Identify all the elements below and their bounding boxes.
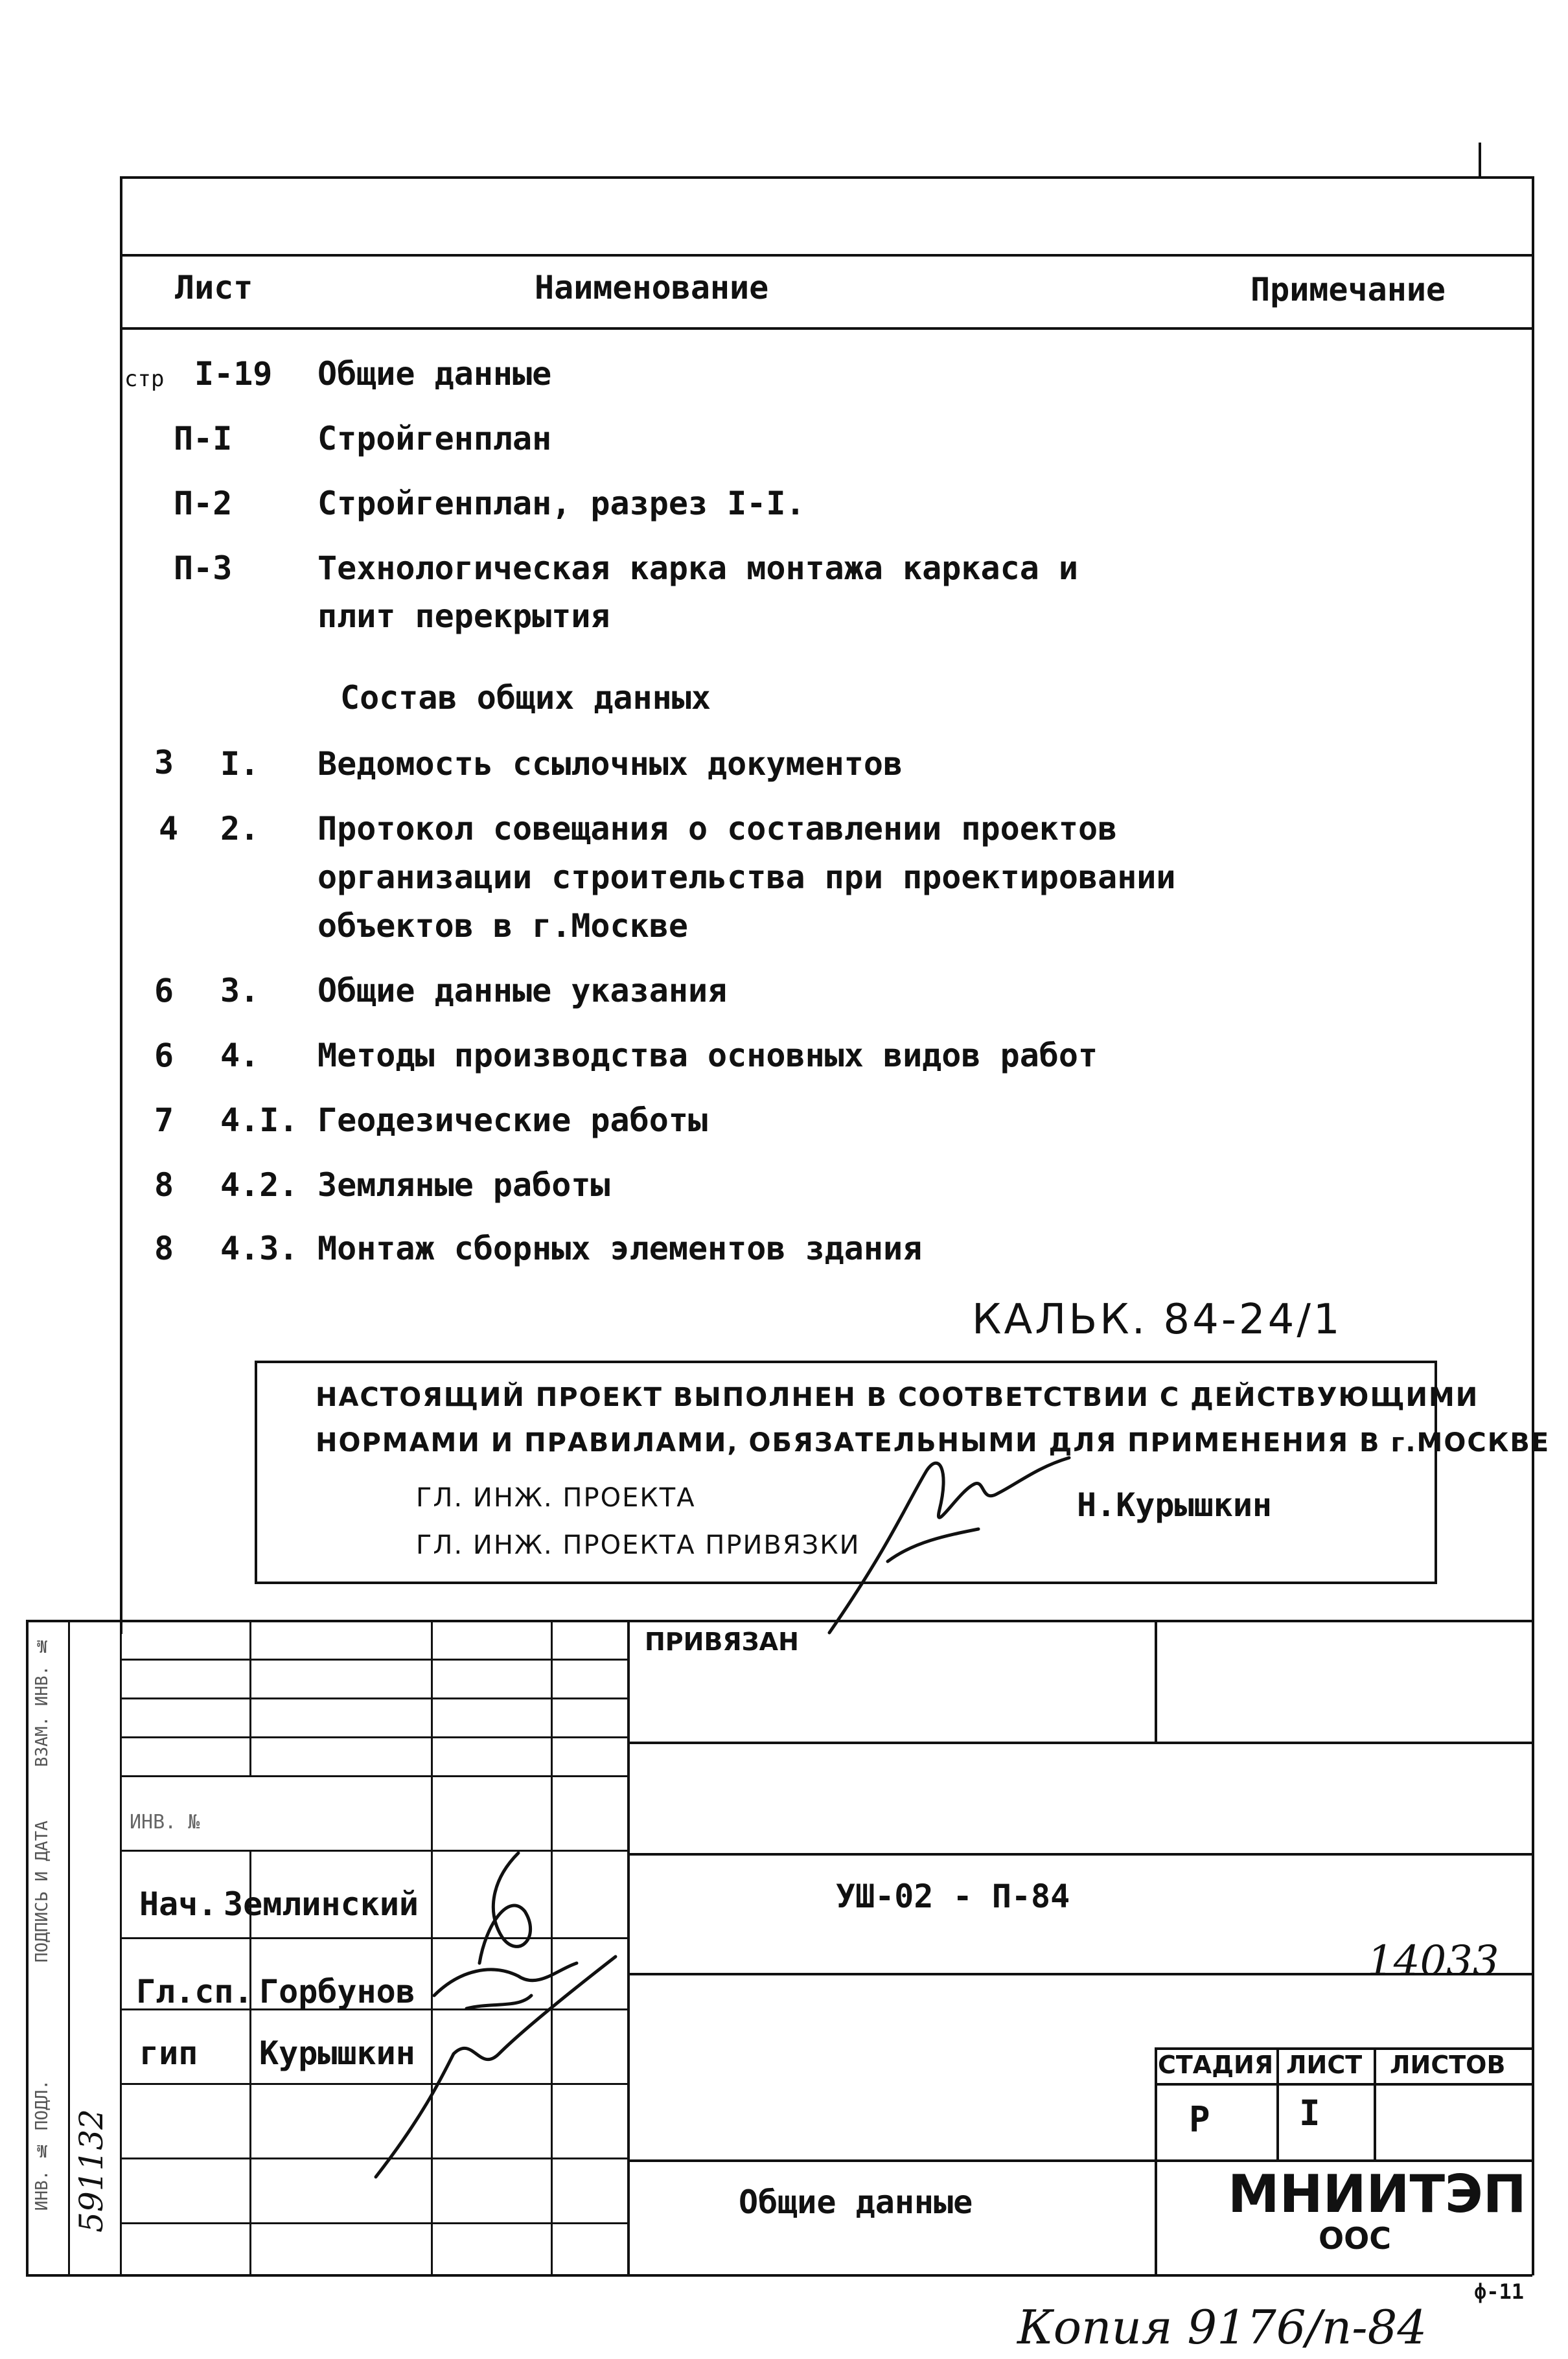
item-number: 4.I. <box>220 1101 299 1139</box>
tb-vline <box>1155 1620 1157 1743</box>
sheet-number: П-I <box>174 420 233 457</box>
form-code: ф-11 <box>1474 2279 1525 2304</box>
sheet-title: Стройгенплан, разрез I-I. <box>317 485 805 522</box>
item-text: Методы производства основных видов работ <box>317 1037 1098 1074</box>
handwritten-number: 14033 <box>1367 1937 1499 1985</box>
stage-value: Р <box>1189 2099 1210 2140</box>
item-text: Земляные работы <box>317 1166 610 1204</box>
stamp-signature <box>810 1432 1082 1646</box>
stage-label: СТАДИЯ <box>1158 2051 1274 2079</box>
staff-role: Гл.сп. <box>136 1973 253 2010</box>
item-text: Ведомость ссылочных документов <box>317 745 903 783</box>
page-prefix: стр <box>124 366 165 392</box>
item-page: 6 <box>154 972 174 1009</box>
item-text-cont: объектов в г.Москве <box>317 907 688 945</box>
inv-number-label: ИНВ. № <box>130 1811 200 1834</box>
organization-subtitle: ООС <box>1319 2221 1391 2256</box>
tb-vline <box>26 1620 29 2275</box>
sheet-label: ЛИСТ <box>1286 2051 1363 2079</box>
organization-name: МНИИТЭП <box>1228 2164 1527 2224</box>
tb-line <box>1155 2083 1532 2086</box>
tb-vline <box>1374 2047 1376 2161</box>
sheet-number: I-19 <box>194 355 273 393</box>
tb-bottom-line <box>26 2274 1532 2277</box>
bottom-copy-note: Копия 9176/п-84 <box>1017 2300 1427 2354</box>
staff-name: Курышкин <box>259 2034 415 2072</box>
sheet-title-cont: плит перекрытия <box>317 597 610 635</box>
staff-signatures <box>363 1840 635 2203</box>
item-number: 4. <box>220 1037 260 1074</box>
tb-line <box>627 2159 1532 2162</box>
item-page: 8 <box>154 1166 174 1204</box>
frame-right-border <box>1532 176 1534 2275</box>
item-text: Протокол совещания о составлении проектов <box>317 810 1118 847</box>
sheet-title: Технологическая карка монтажа каркаса и <box>317 549 1078 587</box>
stamp-line-2: НОРМАМИ И ПРАВИЛАМИ, ОБЯЗАТЕЛЬНЫМИ ДЛЯ ПРИМЕНЕНИЯ В г.МОСКВЕ <box>316 1428 1551 1458</box>
header-bottom-line <box>120 327 1532 330</box>
staff-name: Землинский <box>224 1885 419 1923</box>
staff-role: Нач. <box>139 1885 218 1923</box>
item-text: Геодезические работы <box>317 1101 708 1139</box>
tb-line <box>627 1853 1532 1856</box>
sheet-title: Стройгенплан <box>317 420 552 457</box>
sheet-value: I <box>1299 2093 1320 2134</box>
sheet-title: Общие данные <box>317 355 552 393</box>
column-header-name: Наименование <box>535 269 769 306</box>
stamp-line-1: НАСТОЯЩИЙ ПРОЕКТ ВЫПОЛНЕН В СООТВЕТСТВИИ С ДЕЙСТВУЮЩИМИ <box>316 1383 1479 1412</box>
item-page: 8 <box>154 1230 174 1267</box>
stamp-line-4: ГЛ. ИНЖ. ПРОЕКТА ПРИВЯЗКИ <box>416 1530 860 1560</box>
kalk-note: КАЛЬК. 84-24/1 <box>972 1296 1343 1344</box>
item-page: 7 <box>154 1101 174 1139</box>
header-top-line <box>120 254 1532 257</box>
column-header-sheet: Лист <box>175 269 253 306</box>
item-page: 3 <box>154 744 174 781</box>
sheets-count-label: ЛИСТОВ <box>1390 2051 1506 2079</box>
sheet-number: П-3 <box>174 549 233 587</box>
item-number: I. <box>220 745 260 783</box>
side-label-replacement-inv: ВЗАМ. ИНВ. № <box>32 1636 52 1767</box>
side-label-signature-date: ПОДПИСЬ И ДАТА <box>32 1821 52 1963</box>
stamp-signer-name: Н.Курышкин <box>1077 1486 1273 1524</box>
column-header-note: Примечание <box>1251 271 1446 308</box>
frame-top-border <box>120 176 1532 179</box>
item-page: 4 <box>159 810 179 847</box>
frame-left-border <box>120 176 122 1634</box>
item-text: Монтаж сборных элементов здания <box>317 1230 923 1267</box>
staff-name: Горбунов <box>259 1973 415 2010</box>
project-code: УШ-02 - П-84 <box>836 1878 1070 1915</box>
corner-tick <box>1479 143 1481 178</box>
sheet-number: П-2 <box>174 485 233 522</box>
staff-role: гип <box>139 2034 198 2072</box>
item-number: 4.3. <box>220 1230 299 1267</box>
section-title: Состав общих данных <box>340 679 711 717</box>
tb-line <box>627 1742 1532 1744</box>
document-title: Общие данные <box>739 2183 973 2221</box>
item-number: 4.2. <box>220 1166 299 1204</box>
item-number: 3. <box>220 972 260 1009</box>
side-label-original-inv: ИНВ. № ПОДЛ. <box>32 2080 52 2211</box>
item-text: Общие данные указания <box>317 972 728 1009</box>
tb-vline <box>68 1620 70 2275</box>
item-page: 6 <box>154 1037 174 1074</box>
tb-vline <box>120 1620 122 2275</box>
stamp-line-3: ГЛ. ИНЖ. ПРОЕКТА <box>416 1483 696 1513</box>
item-text-cont: организации строительства при проектировании <box>317 858 1176 896</box>
tb-line <box>1155 2047 1532 2050</box>
tb-top-line <box>26 1620 1532 1622</box>
side-handwritten-inv: 591132 <box>73 2109 110 2233</box>
tb-vline <box>1155 2047 1157 2275</box>
tb-vline <box>249 1620 251 1775</box>
item-number: 2. <box>220 810 260 847</box>
privyazan-label: ПРИВЯЗАН <box>645 1628 799 1656</box>
tb-vline <box>1276 2047 1279 2161</box>
